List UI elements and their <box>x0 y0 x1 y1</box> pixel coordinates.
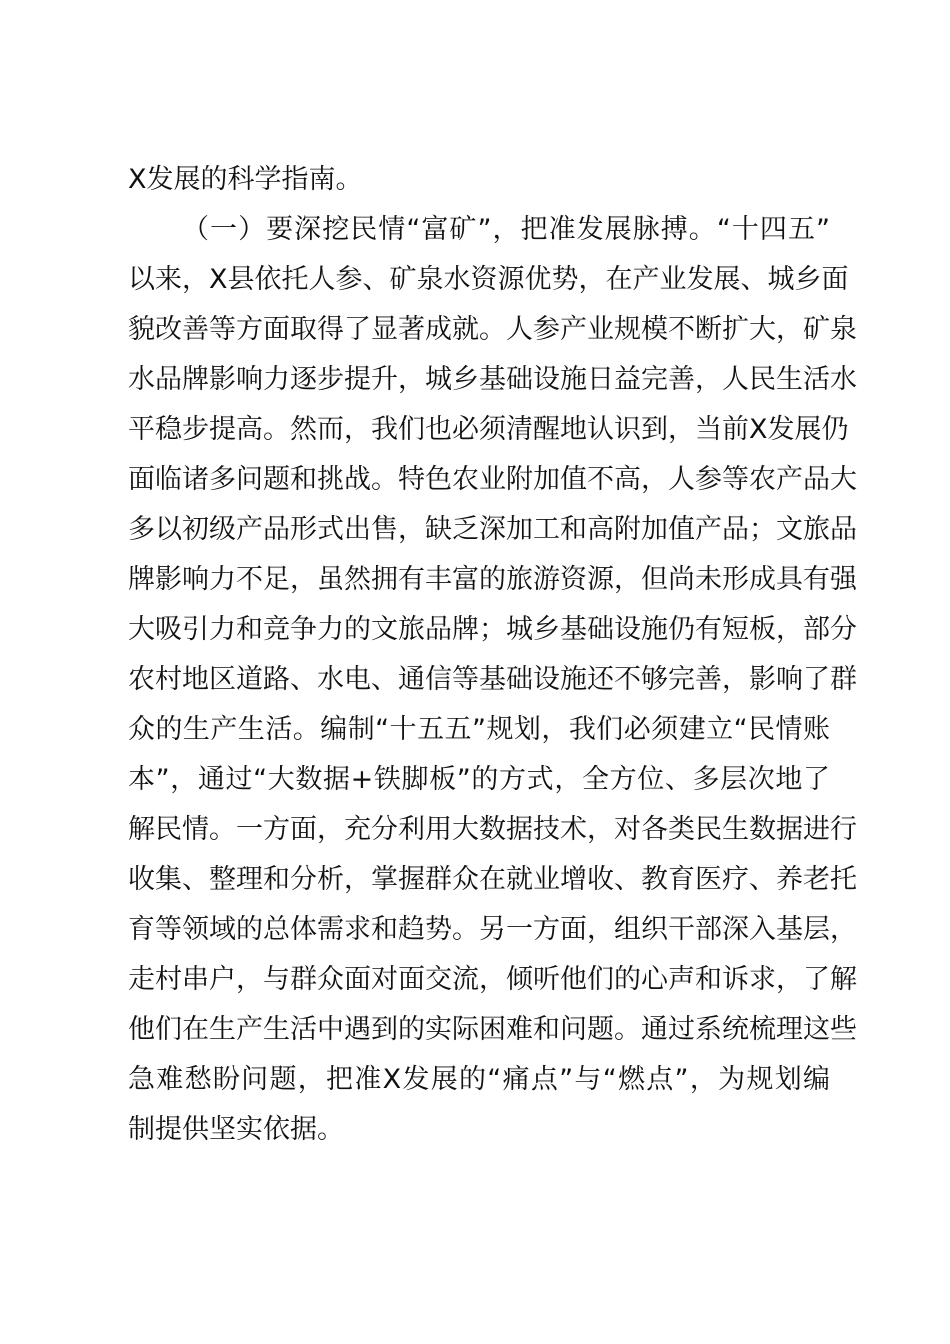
text-line-18: 他们在生产生活中遇到的实际困难和问题。通过系统梳理这些 <box>128 1014 857 1045</box>
text-line-16: 育等领域的总体需求和趋势。另一方面，组织干部深入基层， <box>128 914 857 945</box>
text-line-13: 本”，通过“大数据+铁脚板”的方式，全方位、多层次地了 <box>128 764 830 795</box>
text-line-14: 解民情。一方面，充分利用大数据技术，对各类民生数据进行 <box>128 814 857 845</box>
body-text <box>128 155 857 1155</box>
text-line-12: 众的生产生活。编制“十五五”规划，我们必须建立“民情账 <box>128 714 830 745</box>
text-line-7: 面临诸多问题和挑战。特色农业附加值不高，人参等农产品大 <box>128 464 857 495</box>
text-line-3: 以来，X县依托人参、矿泉水资源优势，在产业发展、城乡面 <box>128 264 849 295</box>
section-heading-line: （一）要深挖民情“富矿”，把准发展脉搏。“十四五” <box>182 214 830 245</box>
text-line-17: 走村串户，与群众面对面交流，倾听他们的心声和诉求，了解 <box>128 964 857 995</box>
text-line-4: 貌改善等方面取得了显著成就。人参产业规模不断扩大，矿泉 <box>128 314 857 345</box>
text-line-5: 水品牌影响力逐步提升，城乡基础设施日益完善，人民生活水 <box>128 364 857 395</box>
text-line-6: 平稳步提高。然而，我们也必须清醒地认识到，当前X发展仍 <box>128 414 849 445</box>
text-line-19: 急难愁盼问题，把准X发展的“痛点”与“燃点”，为规划编 <box>128 1064 830 1095</box>
text-line-9: 牌影响力不足，虽然拥有丰富的旅游资源，但尚未形成具有强 <box>128 564 857 595</box>
text-line-11: 农村地区道路、水电、通信等基础设施还不够完善，影响了群 <box>128 664 857 695</box>
text-line-15: 收集、整理和分析，掌握群众在就业增收、教育医疗、养老托 <box>128 864 857 895</box>
text-line-1: X发展的科学指南。 <box>128 164 363 195</box>
text-line-8: 多以初级产品形式出售，缺乏深加工和高附加值产品；文旅品 <box>128 514 857 545</box>
text-line-20: 制提供坚实依据。 <box>128 1114 344 1145</box>
text-line-10: 大吸引力和竞争力的文旅品牌；城乡基础设施仍有短板，部分 <box>128 614 857 645</box>
